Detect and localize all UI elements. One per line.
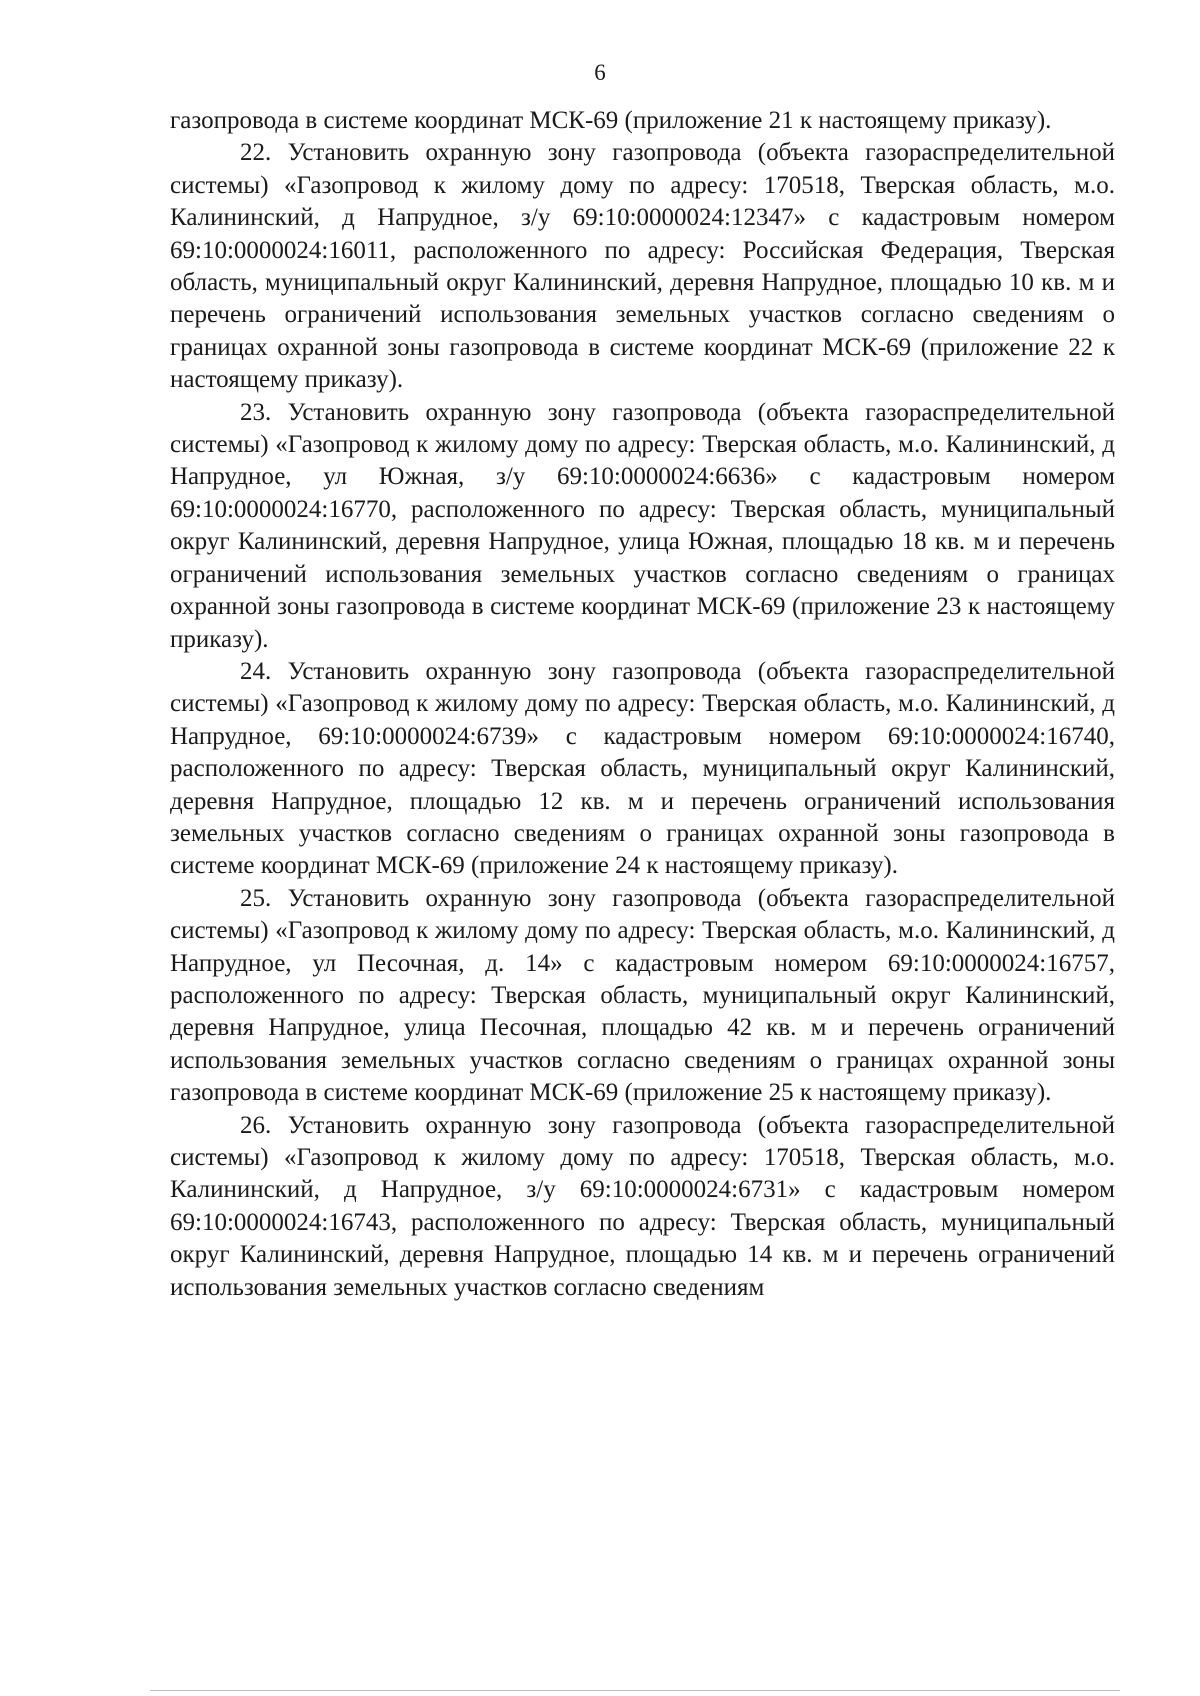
paragraph-item-22: 22. Установить охранную зону газопровода (объекта газораспределительной системы) «Газопровод к жилому дому по адресу: 170518, Тверская область, м.о. Калининский, д Напрудное, з/у 69:10:0000024:12347» с кадастровым номером 69:10:0000024:16011, расположенного по адресу: Российская Федерация, Тверская область, муниципальный округ Калининский, деревня Напрудное, площадью 10 кв. м и перечень ограничений использования земельных участков согласно сведениям о границах охранной зоны газопровода в системе координат МСК-69 (приложение 22 к настоящему приказу). [170, 139, 1115, 394]
page-number: 6 [594, 60, 606, 85]
paragraph-item-24: 24. Установить охранную зону газопровода (объекта газораспределительной системы) «Газопровод к жилому дому по адресу: Тверская область, м.о. Калининский, д Напрудное, 69:10:0000024:6739» с кадастровым номером 69:10:0000024:16740, расположенного по адресу: Тверская область, муниципальный округ Калининский, деревня Напрудное, площадью 12 кв. м и перечень ограничений использования земельных участков согласно сведениям о границах охранной зоны газопровода в системе координат МСК-69 (приложение 24 к настоящему приказу). [170, 657, 1115, 880]
paragraph-item-25: 25. Установить охранную зону газопровода (объекта газораспределительной системы) «Газопровод к жилому дому по адресу: Тверская область, м.о. Калининский, д Напрудное, ул Песочная, д. 14» с кадастровым номером 69:10:0000024:16757, расположенного по адресу: Тверская область, муниципальный округ Калининский, деревня Напрудное, улица Песочная, площадью 42 кв. м и перечень ограничений использования земельных участков согласно сведениям о границах охранной зоны газопровода в системе координат МСК-69 (приложение 25 к настоящему приказу). [170, 884, 1115, 1107]
paragraph-item-23: 23. Установить охранную зону газопровода (объекта газораспределительной системы) «Газопровод к жилому дому по адресу: Тверская область, м.о. Калининский, д Напрудное, ул Южная, з/у 69:10:0000024:6636» с кадастровым номером 69:10:0000024:16770, расположенного по адресу: Тверская область, муниципальный округ Калининский, деревня Напрудное, улица Южная, площадью 18 кв. м и перечень ограничений использования земельных участков согласно сведениям о границах охранной зоны газопровода в системе координат МСК-69 (приложение 23 к настоящему приказу). [170, 398, 1115, 653]
paragraph-continuation: газопровода в системе координат МСК-69 (приложение 21 к настоящему приказу). [170, 107, 1052, 134]
page-bottom-edge [150, 1690, 1120, 1691]
paragraph-item-26: 26. Установить охранную зону газопровода (объекта газораспределительной системы) «Газопровод к жилому дому по адресу: 170518, Тверская область, м.о. Калининский, д Напрудное, з/у 69:10:0000024:6731» с кадастровым номером 69:10:0000024:16743, расположенного по адресу: Тверская область, муниципальный округ Калининский, деревня Напрудное, площадью 14 кв. м и перечень ограничений использования земельных участков согласно сведениям [170, 1111, 1115, 1301]
document-body [170, 105, 1115, 1304]
